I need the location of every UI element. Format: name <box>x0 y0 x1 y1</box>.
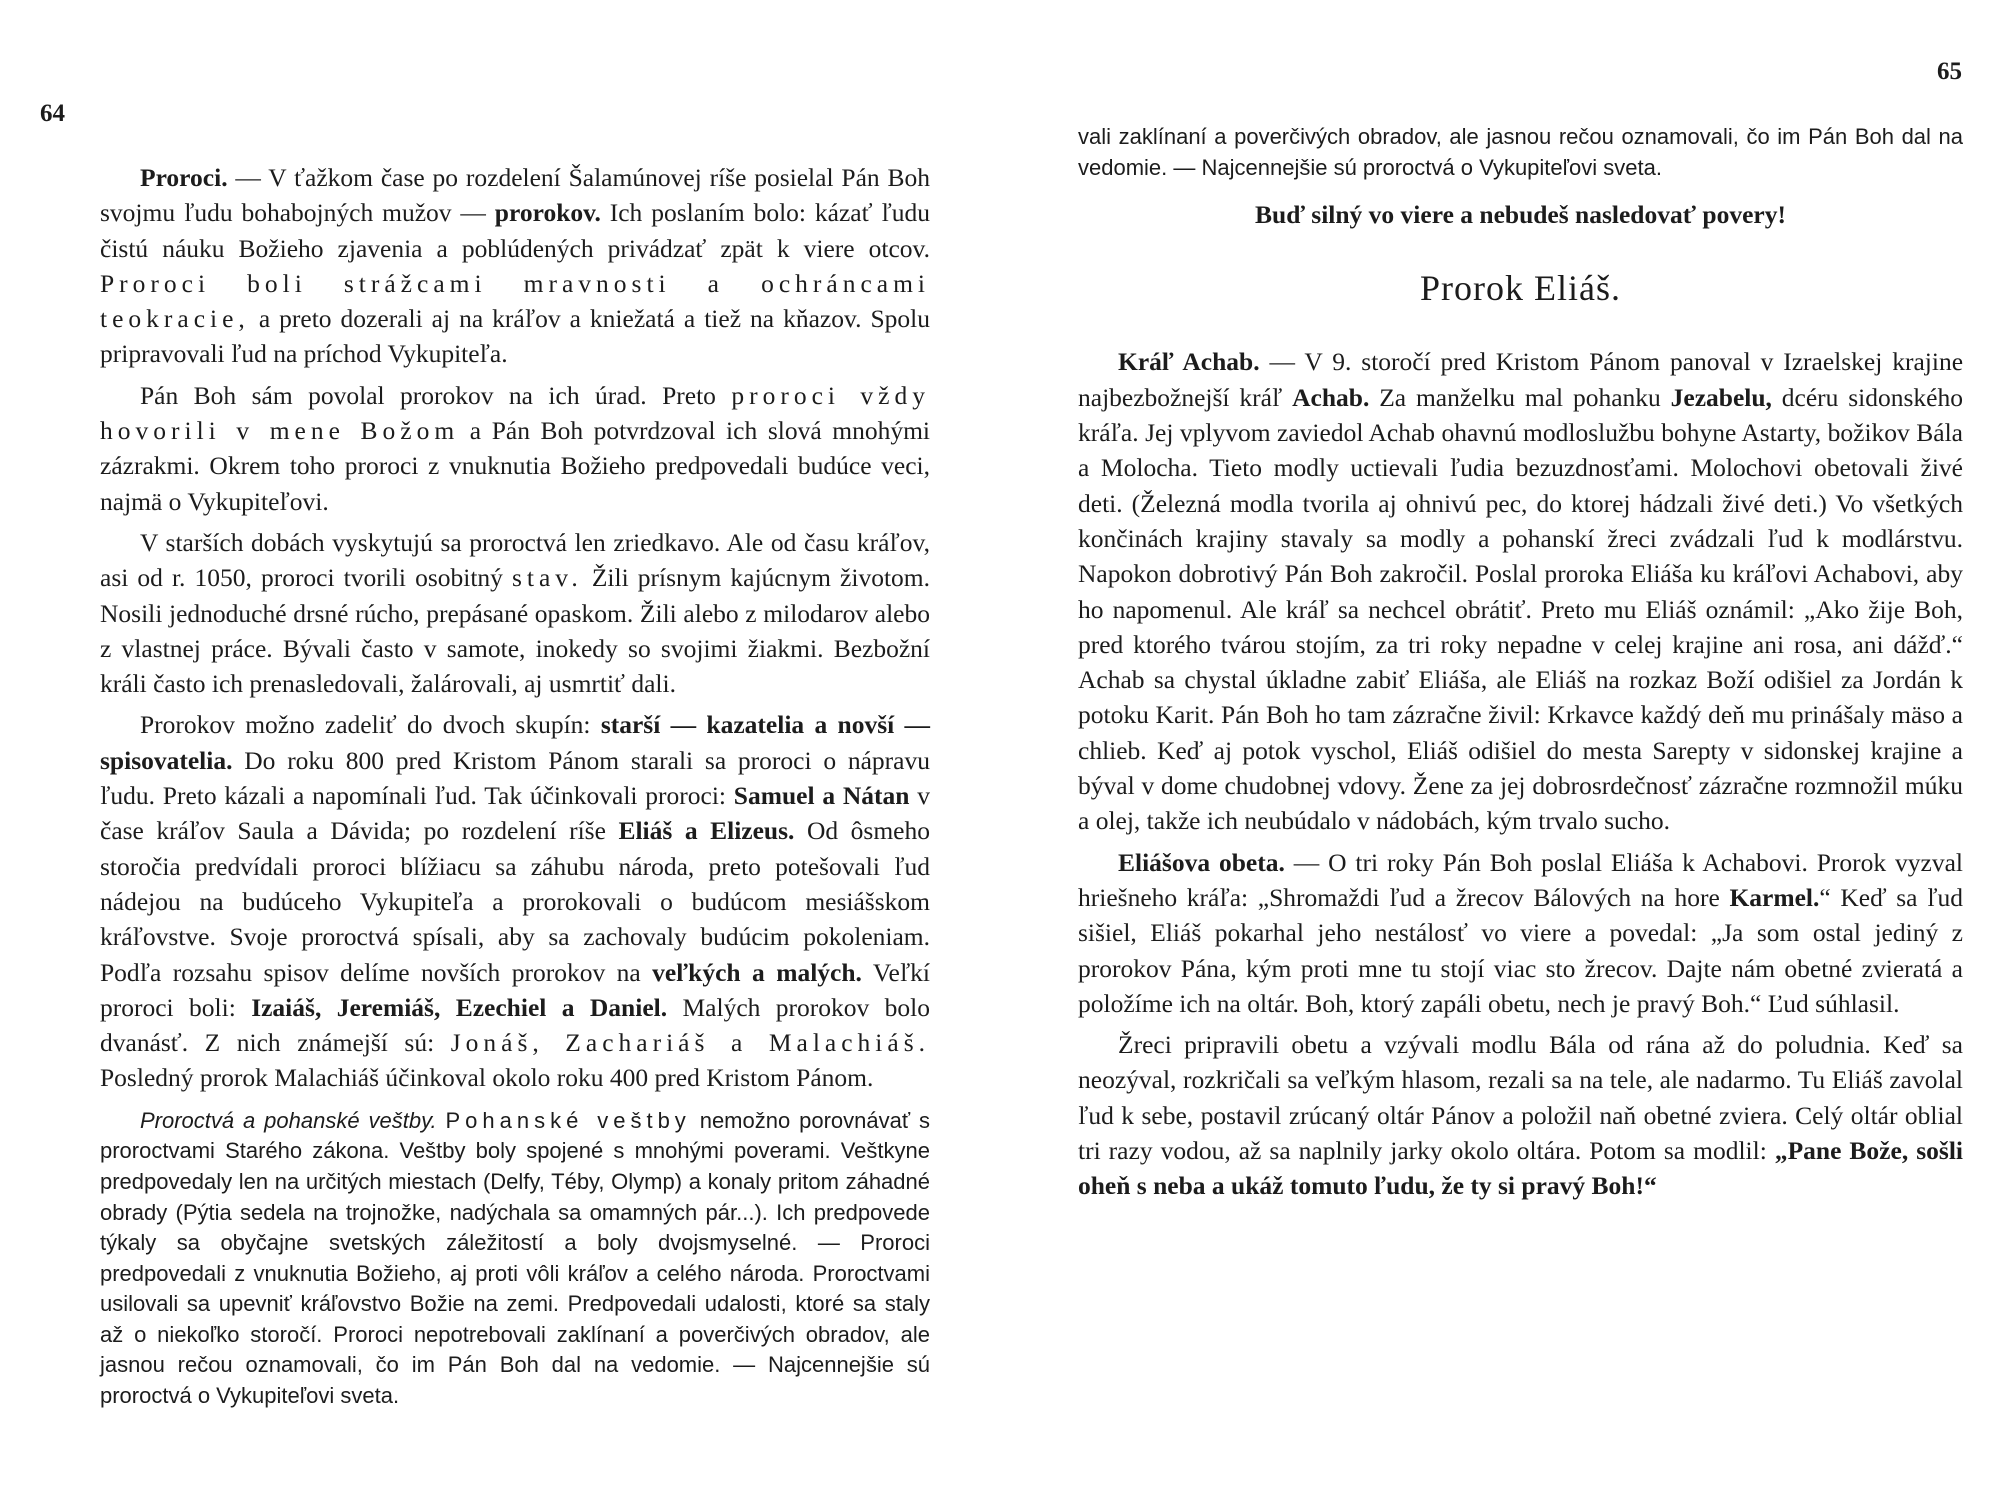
text-column <box>100 160 930 1418</box>
right-page <box>998 0 1996 1500</box>
section-heading: Prorok Eliáš. <box>1420 268 1621 309</box>
small-print-paragraph: Proroctvá a pohanské veštby. Pohanské veštby nemožno porovnávať s proroctvami Starého zákona. Veštby boly spojené s mnohými poverami. Veštkyne predpovedaly len na určitých miestach (Delfy, Téby, Olymp) a konaly pritom záhadné obrady (Pýtia sedela na trojnožke, nadýchala sa omamných pár...). Ich predpovede týkaly sa obyčajne svetských záležitostí a boly dvojsmyselné. — Proroci predpovedali z vnuknutia Božieho, aj proti vôli kráľov a celého národa. Proroctvami usilovali sa upevniť kráľovstvo Božie na zemi. Predpovedali udalosti, ktoré sa staly až o niekoľko storočí. Proroci nepotrebovali zaklínaní a poverčivých obradov, ale jasnou rečou oznamovali, čo im Pán Boh dal na vedomie. — Najcennejšie sú proroctvá o Vykupiteľovi sveta. <box>100 1107 931 1409</box>
paragraph: Eliášova obeta. — O tri roky Pán Boh poslal Eliáša k Achabovi. Prorok vyzval hriešneho kráľa: „Shromaždi ľud a žrecov Bálových na hore Karmel.“ Keď sa ľud sišiel, Eliáš pokarhal jeho nestálosť vo viere a povedal: „Ja som ostal jediný z prorokov Pána, kým proti mne tu stojí viac sto žrecov. Dajte nám obetné zvieratá a položíme ich na oltár. Boh, ktorý zapáli obetu, nech je pravý Boh.“ Ľud súhlasil. <box>1078 847 1963 1018</box>
paragraph: Žreci pripravili obetu a vzývali modlu Bála od rána až do poludnia. Keď sa neozýval, rozkričali sa veľkým hlasom, rezali sa na tele, ale nadarmo. Tu Eliáš zavolal ľud k sebe, postavil zrúcaný oltár Pánov a položil naň obetné zviera. Celý oltár oblial tri razy vodou, až sa naplnily jarky okolo oltára. Potom sa modlil: „Pane Bože, sošli oheň s neba a ukáž tomuto ľudu, že ty si pravý Boh!“ <box>1078 1030 1963 1201</box>
paragraph: Proroci. — V ťažkom čase po rozdelení Šalamúnovej ríše posielal Pán Boh svojmu ľudu bohabojných mužov — prorokov. Ich poslaním bolo: kázať ľudu čistú náuku Božieho zjavenia a poblúdených privádzať zpät k viere otcov. Proroci boli strážcami mravnosti a ochráncami teokracie, a preto dozerali aj na kráľov a kniežatá a tiež na kňazov. Spolu pripravovali ľud na príchod Vykupiteľa. <box>100 163 930 369</box>
paragraph: Pán Boh sám povolal prorokov na ich úrad. Preto proroci vždy hovorili v mene Božom a Pán Boh potvrdzoval ich slová mnohými zázrakmi. Okrem toho proroci z vnuknutia Božieho predpovedali budúce veci, najmä o Vykupiteľovi. <box>100 380 930 516</box>
paragraph: Prorokov možno zadeliť do dvoch skupín: starší — kazatelia a novší — spisovatelia. Do roku 800 pred Kristom Pánom starali sa proroci o nápravu ľudu. Preto kázali a napomínali ľud. Tak účinkovali proroci: Samuel a Nátan v čase kráľov Saula a Dávida; po rozdelení ríše Eliáš a Elizeus. Od ôsmeho storočia predvídali proroci blížiacu sa záhubu národa, preto potešovali ľud nádejou na budúceho Vykupiteľa a prorokovali o budúcom mesiášskom kráľovstve. Svoje proroctvá spísali, aby sa zachovaly budúcim pokoleniam. Podľa rozsahu spisov delíme novších prorokov na veľkých a malých. Veľkí proroci boli: Izaiáš, Jeremiáš, Ezechiel a Daniel. Malých prorokov bolo dvanásť. Z nich známejší sú: Jonáš, Zachariáš a Malachiáš. Posledný prorok Malachiáš účinkoval okolo roku 400 pred Kristom Pánom. <box>100 710 931 1093</box>
continued-paragraph: vali zaklínaní a poverčivých obradov, ale jasnou rečou oznamovali, čo im Pán Boh dal na vedomie. — Najcennejšie sú proroctvá o Vykupiteľovi sveta. <box>1078 124 1963 180</box>
paragraph: Kráľ Achab. — V 9. storočí pred Kristom Pánom panoval v Izraelskej krajine najbezbožnejší kráľ Achab. Za manželku mal pohanku Jezabelu, dcéru sidonského kráľa. Jej vplyvom zaviedol Achab ohavnú modloslužbu bohyne Astarty, božikov Bála a Molocha. Tieto modly uctievali ľudia bezuzdnosťami. Molochovi obetovali živé deti. (Železná modla tvorila aj ohnivú pec, do ktorej hádzali živé deti.) Vo všetkých končinách krajiny stavaly sa modly a pohanskí žreci zvádzali ľud k modlárstvu. Napokon dobrotivý Pán Boh zakročil. Poslal proroka Eliáša ku kráľovi Achabovi, aby ho napomenul. Ale kráľ sa nechcel obrátiť. Preto mu Eliáš oznámil: „Ako žije Boh, pred ktorého tvárou stojím, za tri roky nepadne v celej krajine ani rosa, ani dážď.“ Achab sa chystal úkladne zabiť Eliáša, ale Eliáš na rozkaz Boží odišiel za Jordán k potoku Karit. Pán Boh ho tam zázračne živil: Krkavce každý deň mu prinášaly mäso a chlieb. Keď aj potok vyschol, Eliáš odišiel do mesta Sarepty v sidonskej krajine a býval v dome chudobnej vdovy. Žene za jej dobrosrdečnosť zázračne rozmnožil múku a olej, takže ich neubúdalo v nádobách, kým trvalo sucho. <box>1078 347 1964 836</box>
text-column <box>1078 122 1963 1210</box>
page-number: 65 <box>1937 58 1962 85</box>
motto: Buď silný vo viere a nebudeš nasledovať povery! <box>1255 200 1786 230</box>
paragraph: V starších dobách vyskytujú sa proroctvá len zriedkavo. Ale od času kráľov, asi od r. 1050, proroci tvorili osobitný stav. Žili prísnym kajúcnym životom. Nosili jednoduché drsné rúcho, prepásané opaskom. Žili alebo z milodarov alebo z vlastnej práce. Bývali často v samote, inokedy so svojimi žiakmi. Bezbožní králi často ich prenasledovali, žalárovali, aj usmrtiť dali. <box>100 527 930 699</box>
page-number: 64 <box>40 100 65 127</box>
